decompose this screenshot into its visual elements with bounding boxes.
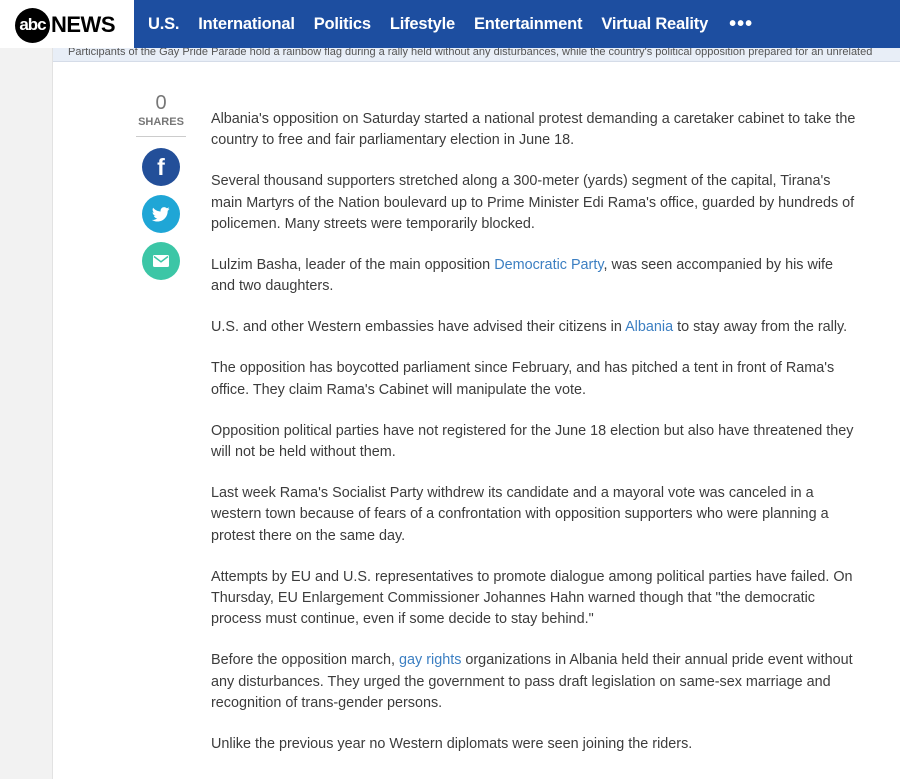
paragraph-text: to stay away from the rally.	[673, 319, 848, 336]
nav-menu	[148, 0, 753, 48]
article-body	[211, 109, 861, 775]
democratic-party-link[interactable]: Democratic Party	[494, 257, 604, 274]
article-paragraph-5: The opposition has boycotted parliament since February, and has pitched a tent in front of Rama's office. They claim Rama's Cabinet will manipulate the vote.	[211, 360, 835, 398]
article-paragraph-3	[211, 255, 861, 298]
gay-rights-link[interactable]: gay rights	[399, 652, 462, 669]
abc-logo-text: NEWS	[51, 12, 115, 37]
albania-link[interactable]: Albania	[625, 319, 674, 336]
nav-item-entertainment[interactable]: Entertainment	[473, 14, 583, 33]
top-navigation-bar	[0, 0, 900, 48]
twitter-icon	[152, 207, 170, 222]
article-paragraph-8: Attempts by EU and U.S. representatives to promote dialogue among political parties have failed. On Thursday, EU Enlargement Commissioner Johannes Hahn warned though that "the democratic process must continue, even if some decide to stay behind."	[211, 568, 853, 628]
article-paragraph-4	[211, 317, 861, 338]
left-gutter	[0, 0, 53, 779]
paragraph-text: organizations in Albania held their annual pride event without any disturbances. They urged the government to pass draft legislation on same-sex marriage and recognition of trans-gender persons.	[211, 652, 853, 712]
share-panel	[132, 92, 190, 280]
paragraph-text: Before the opposition march,	[211, 652, 399, 669]
nav-item-lifestyle[interactable]: Lifestyle	[389, 14, 455, 33]
article-paragraph-6: Opposition political parties have not registered for the June 18 election but also have threatened they will not be held without them.	[211, 422, 854, 460]
article-paragraph-7: Last week Rama's Socialist Party withdrew its candidate and a mayoral vote was canceled in a western town because of fears of a confrontation with opposition supporters who were planning a protest there on the same day.	[211, 484, 829, 544]
email-share-button[interactable]	[142, 242, 180, 280]
facebook-share-button[interactable]	[142, 148, 180, 186]
nav-item-us[interactable]: U.S.	[148, 14, 180, 33]
share-count: 0	[155, 92, 167, 114]
facebook-icon: f	[157, 154, 165, 180]
share-divider	[136, 136, 186, 137]
photo-caption: Participants of the Gay Pride Parade hold a rainbow flag during a rally held without any disturbances, while the country's political opposition prepared for an unrelated	[68, 48, 873, 58]
nav-item-virtual-reality[interactable]: Virtual Reality	[601, 14, 709, 33]
article-paragraph-9	[211, 650, 861, 714]
paragraph-text: U.S. and other Western embassies have advised their citizens in	[211, 319, 626, 336]
article-paragraph-10: Unlike the previous year no Western diplomats were seen joining the riders.	[211, 736, 693, 753]
more-menu-icon[interactable]: •••	[729, 12, 754, 35]
article-paragraph-1: Albania's opposition on Saturday started a national protest demanding a caretaker cabinet to take the country to free and fair parliamentary election in June 18.	[211, 111, 856, 149]
share-label: SHARES	[138, 116, 184, 128]
nav-item-politics[interactable]: Politics	[313, 14, 371, 33]
paragraph-text: , was seen accompanied by his wife and two daughters.	[211, 257, 834, 295]
email-icon	[153, 255, 169, 267]
abc-logo-mark: abc	[15, 8, 50, 43]
twitter-share-button[interactable]	[142, 195, 180, 233]
nav-item-international[interactable]: International	[198, 14, 295, 33]
paragraph-text: Lulzim Basha, leader of the main opposition	[211, 257, 495, 274]
article-paragraph-2: Several thousand supporters stretched along a 300-meter (yards) segment of the capital, Tirana's main Martyrs of the Nation boulevard up to Prime Minister Edi Rama's office, guarded by hundreds of policemen. Many streets were temporarily blocked.	[211, 173, 855, 233]
photo-caption-strip	[53, 48, 900, 62]
abc-news-logo[interactable]	[0, 0, 134, 48]
